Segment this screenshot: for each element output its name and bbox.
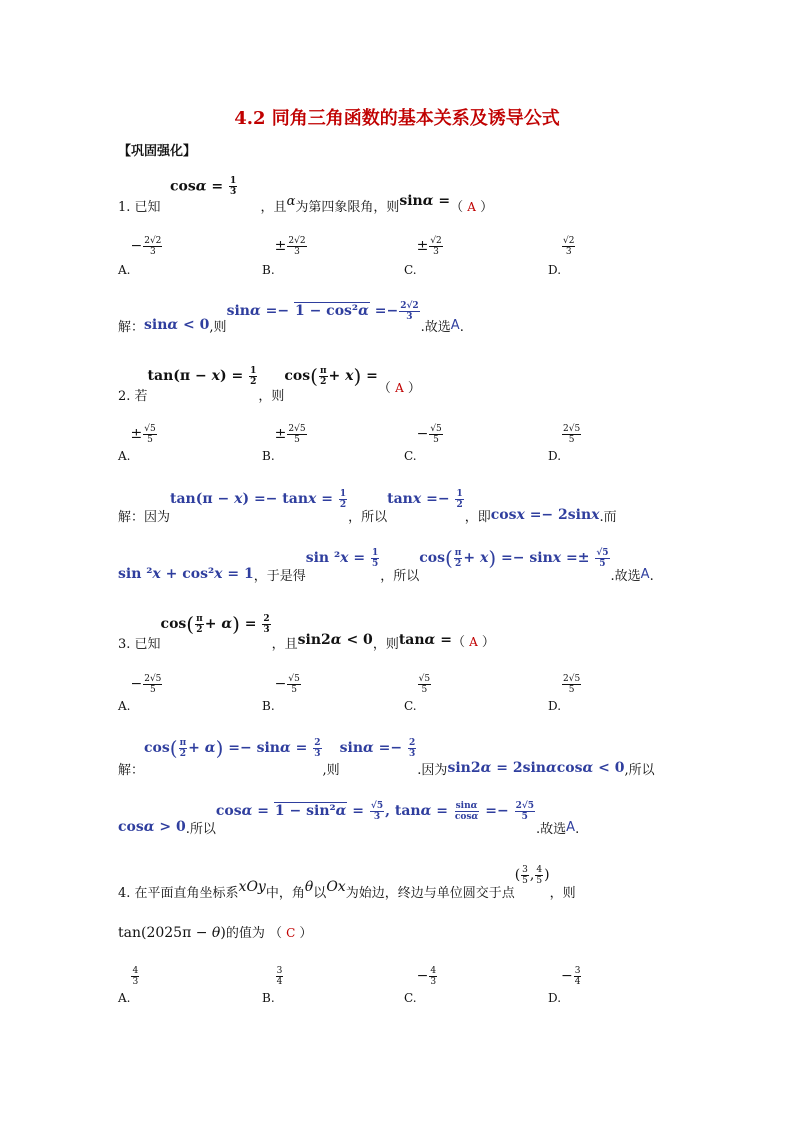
q3-solution-line2: cosα > 0.所以cosα = 1 − sin²α = $\frac{√5}{3}$ , tanα = $\frac{\sin\alpha}{\cos\alpha}$ =− $\frac{2√5}{5}$ .故选A. [118, 800, 580, 837]
q4-option-c[interactable]: C.− $\frac{4}{3}$ [404, 966, 437, 1005]
q4-option-d[interactable]: D.− $\frac{3}{4}$ [548, 966, 581, 1005]
page-title: 4.2 同角三角函数的基本关系及诱导公式 [234, 108, 560, 129]
q2-solution-line2: sin ²x + cos²x = 1，于是得sin ²x = $\frac{1}{5}$ ，所以cos( $\frac{\pi}{2}$ + x) =− sinx =± $\frac{√5}{5}$ .故选A. [118, 546, 654, 584]
q2-option-b[interactable]: B.± $\frac{2√5}{5}$ [262, 424, 306, 463]
q4-stem-line1: 4. 在平面直角坐标系xOy中，角θ以Ox为始边，终边与单位圆交于点( $\frac{3}{5}$ , $\frac{4}{5}$ )，则 [118, 864, 576, 901]
q1-option-a[interactable]: A.− $\frac{2√2}{3}$ [118, 236, 162, 277]
q3-option-d[interactable]: D. $\frac{2√5}{5}$ [548, 674, 581, 713]
q2-option-c[interactable]: C.− $\frac{√5}{5}$ [404, 424, 442, 463]
q2-stem: 2. 若tan(π − x) = $\frac{1}{2}$ ，则cos( $\frac{\pi}{2}$ + x) =（ A ） [118, 364, 421, 404]
q3-option-c[interactable]: C. $\frac{√5}{5}$ [404, 674, 431, 713]
q2-option-a[interactable]: A.± $\frac{√5}{5}$ [118, 424, 156, 463]
q4-stem-line2: tan(2025π − θ)的值为 （ C ） [118, 925, 313, 941]
q3-option-a[interactable]: A.− $\frac{2√5}{5}$ [118, 674, 162, 713]
q1-condition-math: cosα = $\frac{1}{3}$ [170, 176, 237, 197]
section-heading: 【巩固强化】 [118, 144, 197, 159]
q1-option-d[interactable]: D. $\frac{√2}{3}$ [548, 236, 575, 277]
q1-solution: 解：sinα < 0,则sinα =− 1 − cos²α =− $\frac{2√2}{3}$ .故选A. [118, 300, 464, 335]
q1-option-c[interactable]: C.± $\frac{√2}{3}$ [404, 236, 442, 277]
q1-stem: 1. 已知 ，且α为第四象限角，则sinα =（ A ） [118, 193, 494, 215]
q2-solution-line1: 解：因为tan(π − x) =− tanx = $\frac{1}{2}$ ，所以tanx =− $\frac{1}{2}$ ，即cosx =− 2sinx.而 [118, 488, 617, 525]
q1-option-b[interactable]: B.± $\frac{2√2}{3}$ [262, 236, 306, 277]
q4-option-a[interactable]: A. $\frac{4}{3}$ [118, 966, 139, 1005]
q4-option-b[interactable]: B. $\frac{3}{4}$ [262, 966, 283, 1005]
q2-option-d[interactable]: D. $\frac{2√5}{5}$ [548, 424, 581, 463]
q3-solution-line1: 解：cos( $\frac{\pi}{2}$ + α) =− sinα = $\frac{2}{3}$ ,则sinα =− $\frac{2}{3}$ .因为sin2α = 2sinαcosα < 0,所以 [118, 736, 655, 778]
q3-stem: 3. 已知cos( $\frac{\pi}{2}$ + α) = $\frac{2}{3}$ ，且sin2α < 0，则tanα =（ A ） [118, 612, 495, 652]
q3-option-b[interactable]: B.− $\frac{√5}{5}$ [262, 674, 300, 713]
